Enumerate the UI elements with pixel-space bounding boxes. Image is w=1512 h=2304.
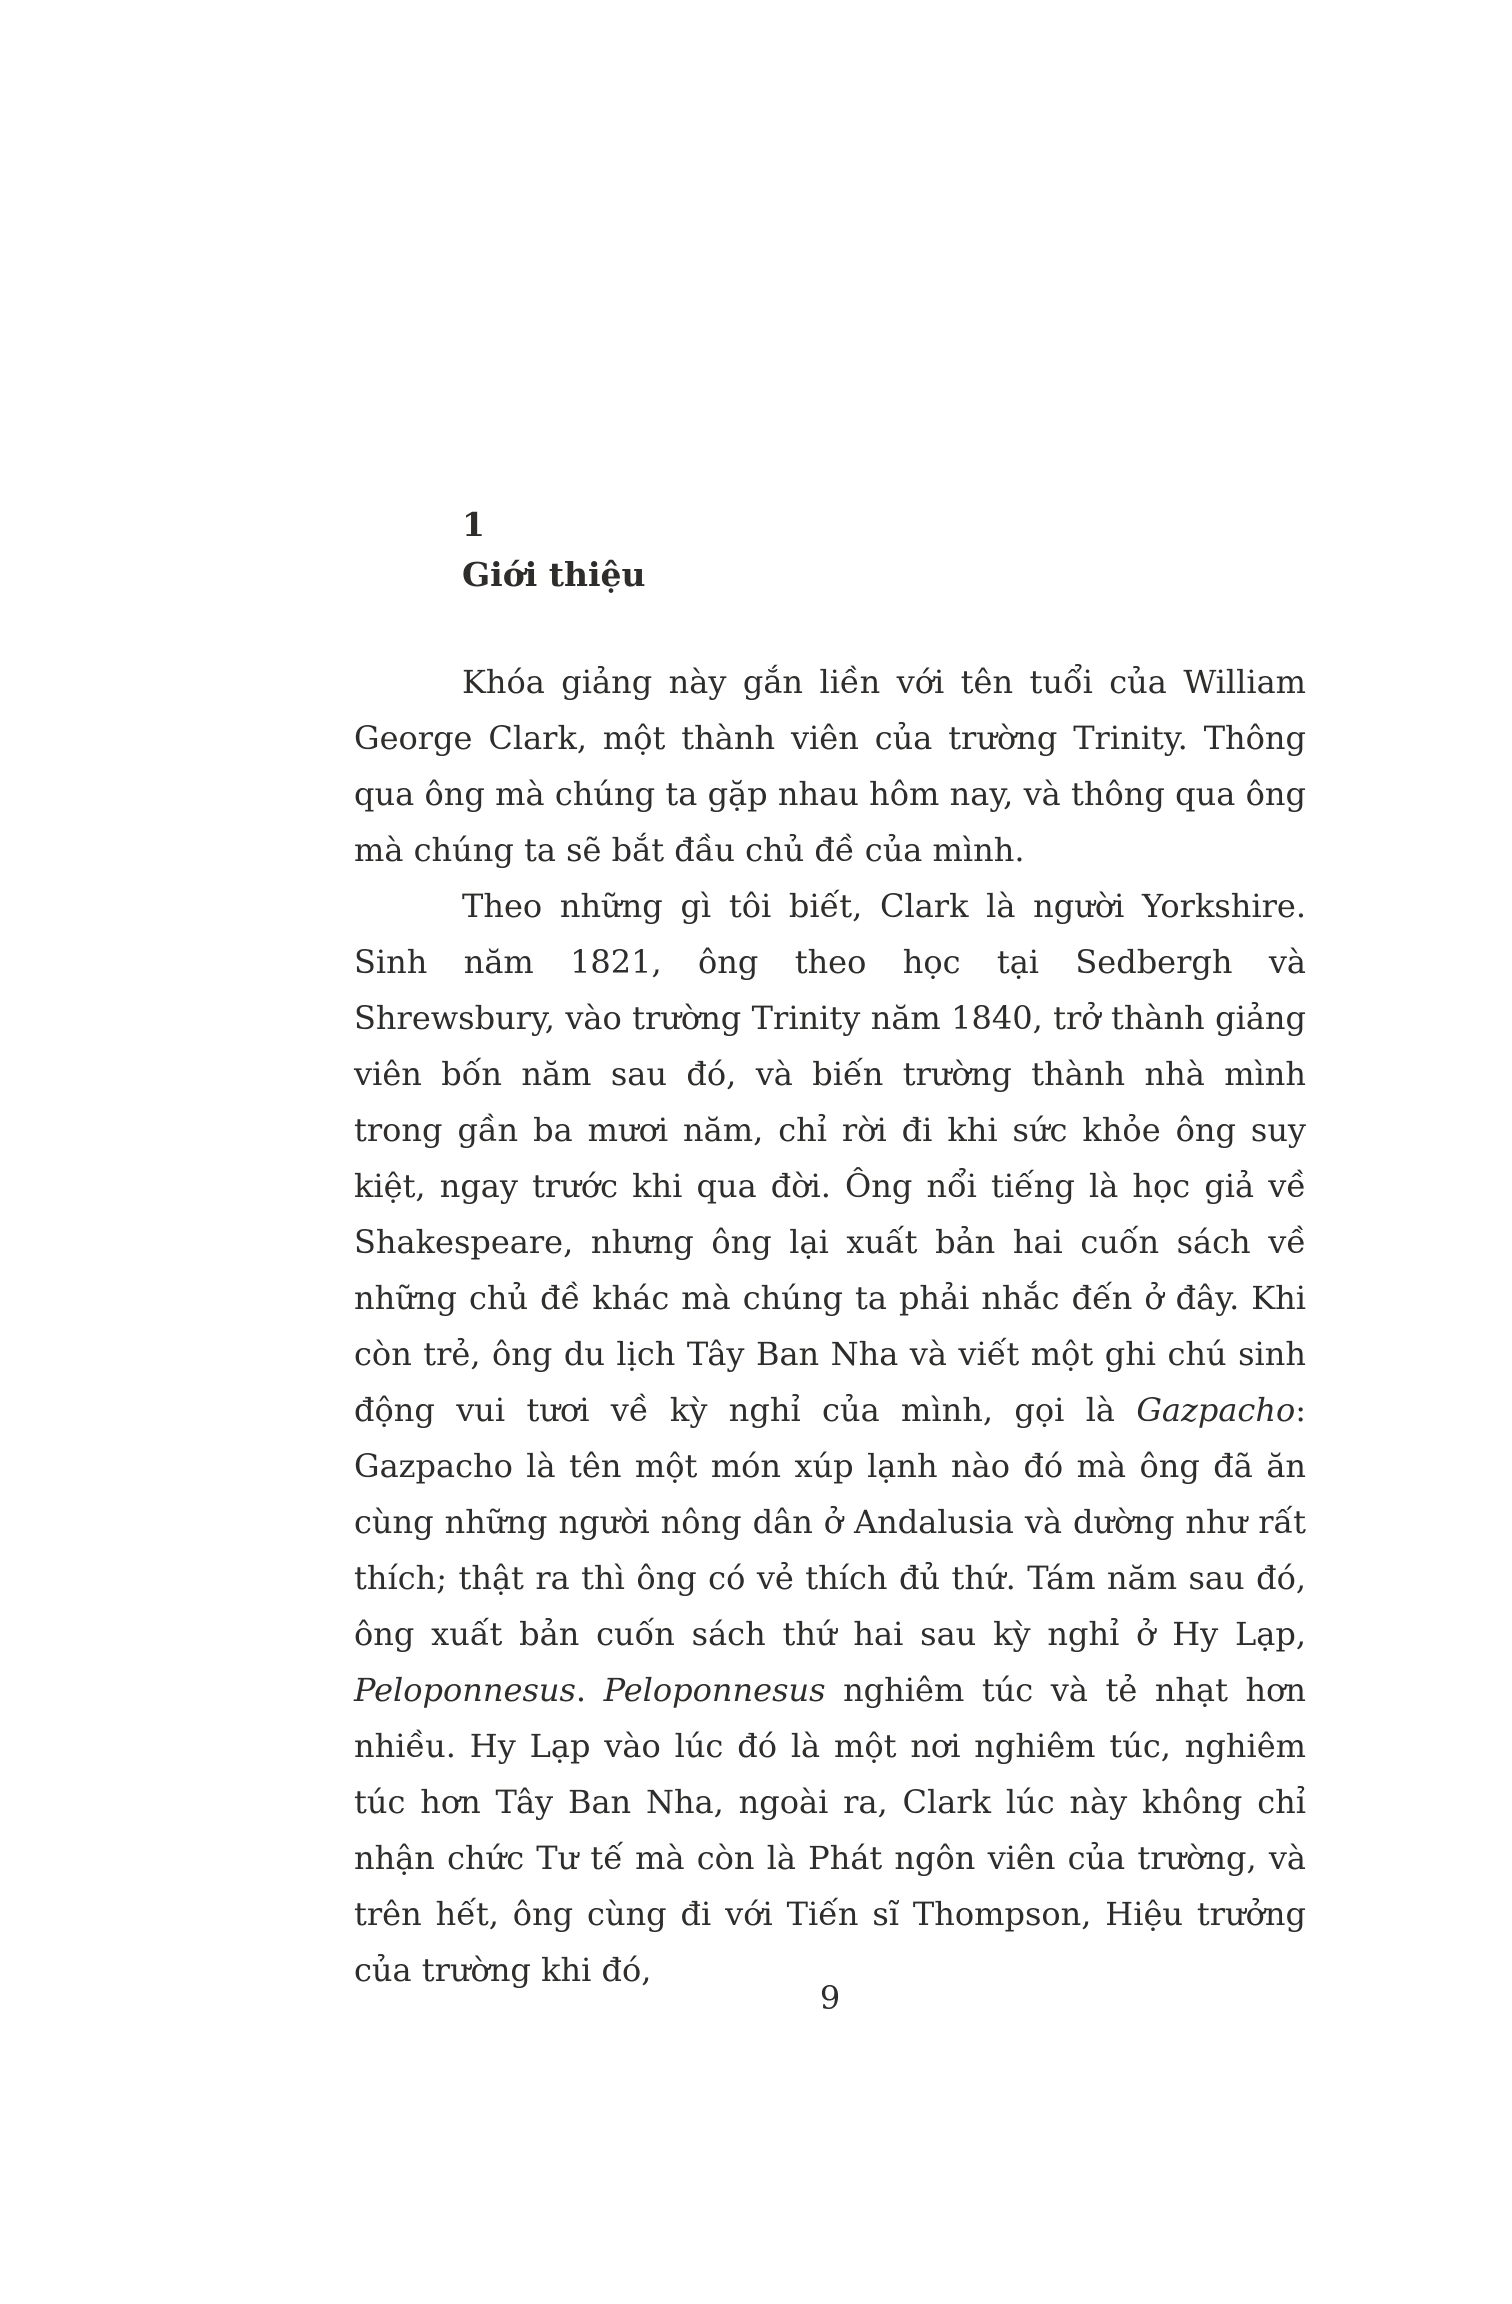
page-number: 9 — [819, 1979, 841, 2017]
paragraph-text: nghiêm túc và tẻ nhạt hơn nhiều. Hy Lạp vào lúc đó là một nơi nghiêm túc, nghiêm túc hơn Tây Ban Nha, ngoài ra, Clark lúc này không chỉ nhận chức Tư tế mà còn là Phát ngôn viên của trường, và trên hết, ông cùng đi với Tiến sĩ Thompson, Hiệu trưởng của trường khi đó, — [354, 1671, 1307, 1989]
chapter-number: 1 — [462, 505, 485, 544]
paragraph-2 — [354, 878, 1306, 1998]
paragraph-text: . — [575, 1671, 604, 1709]
italic-term-gazpacho: Gazpacho — [1136, 1391, 1296, 1429]
text-block — [354, 500, 1306, 1998]
italic-term-peloponnesus: Peloponnesus — [354, 1671, 576, 1709]
paragraph-text: Khóa giảng này gắn liền với tên tuổi của William George Clark, một thành viên của trường Trinity. Thông qua ông mà chúng ta gặp nhau hôm nay, và thông qua ông mà chúng ta sẽ bắt đầu chủ đề của mình. — [354, 663, 1306, 869]
paragraph-1 — [354, 654, 1306, 878]
paragraph-text: Theo những gì tôi biết, Clark là người Yorkshire. Sinh năm 1821, ông theo học tại Sedbergh và Shrewsbury, vào trường Trinity năm 1840, trở thành giảng viên bốn năm sau đó, và biến trường thành nhà mình trong gần ba mươi năm, chỉ rời đi khi sức khỏe ông suy kiệt, ngay trước khi qua đời. Ông nổi tiếng là học giả về Shakespeare, nhưng ông lại xuất bản hai cuốn sách về những chủ đề khác mà chúng ta phải nhắc đến ở đây. Khi còn trẻ, ông du lịch Tây Ban Nha và viết một ghi chú sinh động vui tươi về kỳ nghỉ của mình, gọi là — [354, 887, 1306, 1429]
italic-term-peloponnesus: Peloponnesus — [603, 1671, 826, 1709]
chapter-heading — [462, 500, 1306, 600]
chapter-title: Giới thiệu — [462, 555, 646, 594]
paragraph-text: : Gazpacho là tên một món xúp lạnh nào đó mà ông đã ăn cùng những người nông dân ở Andalusia và dường như rất thích; thật ra thì ông có vẻ thích đủ thứ. Tám năm sau đó, ông xuất bản cuốn sách thứ hai sau kỳ nghỉ ở Hy Lạp, — [354, 1391, 1306, 1653]
